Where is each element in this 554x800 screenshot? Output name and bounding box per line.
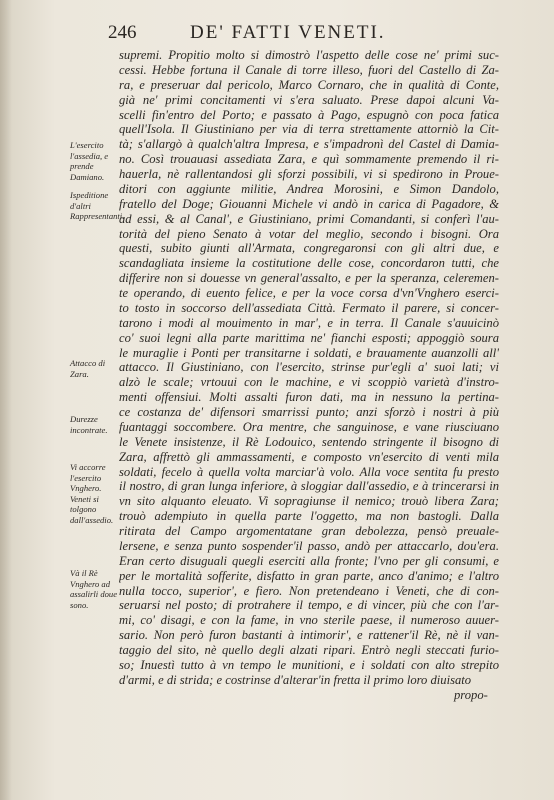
text-line: Eran certo disuguali quegli eserciti alla fronte; l'vno per gli consumi, e bbox=[119, 553, 499, 568]
text-line: il nostro, di gran lunga inferiore, à sloggiar dall'assedio, e à trincerarsi in bbox=[119, 479, 499, 494]
margin-note: L'esercito l'assedia, e prende Damiano. bbox=[70, 140, 109, 182]
text-line: questi, subito giunti all'Armata, congregaronsi con gli altri due, e bbox=[119, 241, 499, 256]
text-line: to tosto in soccorso dell'assediata Città. Fermato il parere, si concer- bbox=[119, 300, 499, 315]
text-line: scelli fin'entro del Porto; e passato à Pago, espugnò con poca fatica bbox=[119, 107, 499, 122]
text-line: te operando, di euento felice, e per la voce corsa d'vn'Vnghero eserci- bbox=[119, 286, 499, 300]
text-line: attacco. Il Giustiniano, con l'esercito, strinse pur'egli a' suoi lati; vi bbox=[119, 360, 499, 375]
text-line: fratello del Doge; Giouanni Michele vi andò in carica di Pagadore, & bbox=[119, 196, 499, 211]
text-line: no. Così trouauasi assediata Zara, e quì sommamente premendo il ri- bbox=[119, 152, 499, 167]
text-line: cessi. Hebbe fortuna il Canale di torre illeso, fuori del Castello di Za- bbox=[119, 62, 499, 77]
running-head: DE' FATTI VENETI. bbox=[190, 22, 386, 43]
text-line: fuantaggi soccombere. Ora mentre, che sanguinose, e vane riusciuano bbox=[119, 419, 499, 434]
text-line: hauerla, nè rallentandosi gli sforzi possibili, vi si spedirono in Proue- bbox=[119, 167, 499, 181]
text-line: ritirata del Campo argomentatane gran debolezza, pensò preuale- bbox=[119, 524, 499, 538]
text-line: Zara, affrettò gli ammassamenti, e composto vn'esercito di venti mila bbox=[119, 449, 499, 464]
gutter-shadow bbox=[0, 0, 12, 800]
text-line: differire non si douesse vn general'assalto, e per la speranza, celeremen- bbox=[119, 271, 499, 286]
text-line: scandagliata insieme la costitutione delle cose, concordaron tutti, che bbox=[119, 256, 499, 271]
text-line: per le mortalità sofferite, disfatto in gran parte, anco d'animo; e l'altro bbox=[119, 568, 499, 583]
text-line: soldati, fecelo à quella volta marciar'à volo. Alla voce sentita fu presto bbox=[119, 464, 499, 479]
text-line: già ne' primi concitamenti vi s'era saluato. Prese dapoi alcuni Va- bbox=[119, 92, 499, 107]
margin-note: Ispeditione d'altri Rappresentanti. bbox=[70, 190, 125, 221]
text-line: quell'Isola. Il Giustiniano per via di terra strettamente attorniò la Cit- bbox=[119, 122, 499, 137]
text-line: vn sito alquanto eleuato. Vi sopragiunse il nemico; trouò libera Zara; bbox=[119, 494, 499, 509]
text-line: lersene, e senza punto sospender'il passo, andò per attaccarlo, dou'era. bbox=[119, 538, 499, 553]
text-line: supremi. Propitio molto si dimostrò l'aspetto delle cose ne' primi suc- bbox=[119, 48, 499, 62]
margin-note: Vi accorre l'esercito Vnghero. Veneti si tolgono dall'assedio. bbox=[70, 462, 114, 525]
main-text-block bbox=[119, 48, 499, 688]
text-line: ra, e preseruar dal pericolo, Marco Cornaro, che in qualità di Conte, bbox=[119, 77, 499, 92]
text-line: co' suoi legni alla parte marittima ne' fianchi esposti; appoggiò soura bbox=[119, 330, 499, 345]
text-line: nulla tocco, superior', e fiero. Non pretendeano i Veneti, che di con- bbox=[119, 583, 499, 598]
text-line: le muraglie i Ponti per transitarne i soldati, e brauamente auanzolli all' bbox=[119, 345, 499, 360]
text-line: seruarsi nel posto; di protrahere il tempo, e di vincer, più che con l'ar- bbox=[119, 598, 499, 613]
margin-note: Durezze incontrate. bbox=[70, 414, 108, 435]
text-line: taggio del sito, nè quello degli alzati ripari. Entrò negli steccati furio- bbox=[119, 643, 499, 657]
text-line: torità del pieno Senato à votar del meglio, secondo i bisogni. Ora bbox=[119, 226, 499, 241]
page-number: 246 bbox=[108, 22, 137, 43]
text-line: mi, co' disagi, e con la fame, in vno sterile paese, il numeroso auuer- bbox=[119, 613, 499, 628]
text-line: tarono i modi al mouimento in mar', e in terra. Il Canale s'auuicinò bbox=[119, 315, 499, 330]
text-line: ce costanza de' difensori smarrissi punto; anzi sforzò i nostri à più bbox=[119, 405, 499, 419]
text-line: le Venete insistenze, il Rè Lodouico, sentendo stringente il bisogno di bbox=[119, 434, 499, 449]
text-line: menti offensiui. Molti assalti furon dati, ma in nessuno la pertina- bbox=[119, 390, 499, 405]
catchword: propo- bbox=[454, 688, 488, 702]
text-line: alzò le scale; vrtouui con le machine, e vi scoppiò varietà d'instro- bbox=[119, 375, 499, 390]
text-line: trouò adempiuto in quella parte l'oggetto, ma non bastogli. Dalla bbox=[119, 509, 499, 524]
text-line: d'armi, e di strida; e costrinse d'alterar'in fretta il primo loro diuisato bbox=[119, 672, 472, 687]
text-line: tà; s'allargò à qualch'altra Impresa, e s'impadronì del Castel di Damia- bbox=[119, 137, 499, 152]
margin-note: Và il Rè Vnghero ad assalirli doue sono. bbox=[70, 568, 118, 610]
text-line: so; Inuestì tutto à vn tempo le munitioni, e i soldati con alto strepito bbox=[119, 657, 499, 672]
margin-note: Attacco di Zara. bbox=[70, 358, 106, 379]
text-line: ad essi, & al Canal', e Giustiniano, primi Comandanti, si conferì l'au- bbox=[119, 211, 499, 226]
text-line: ditori con aggiunte militie, Andrea Morosini, e Simon Dandolo, bbox=[119, 181, 499, 196]
text-line: sario. Non però furon bastanti à intimorir', e rattener'il Rè, nè il van- bbox=[119, 628, 499, 643]
